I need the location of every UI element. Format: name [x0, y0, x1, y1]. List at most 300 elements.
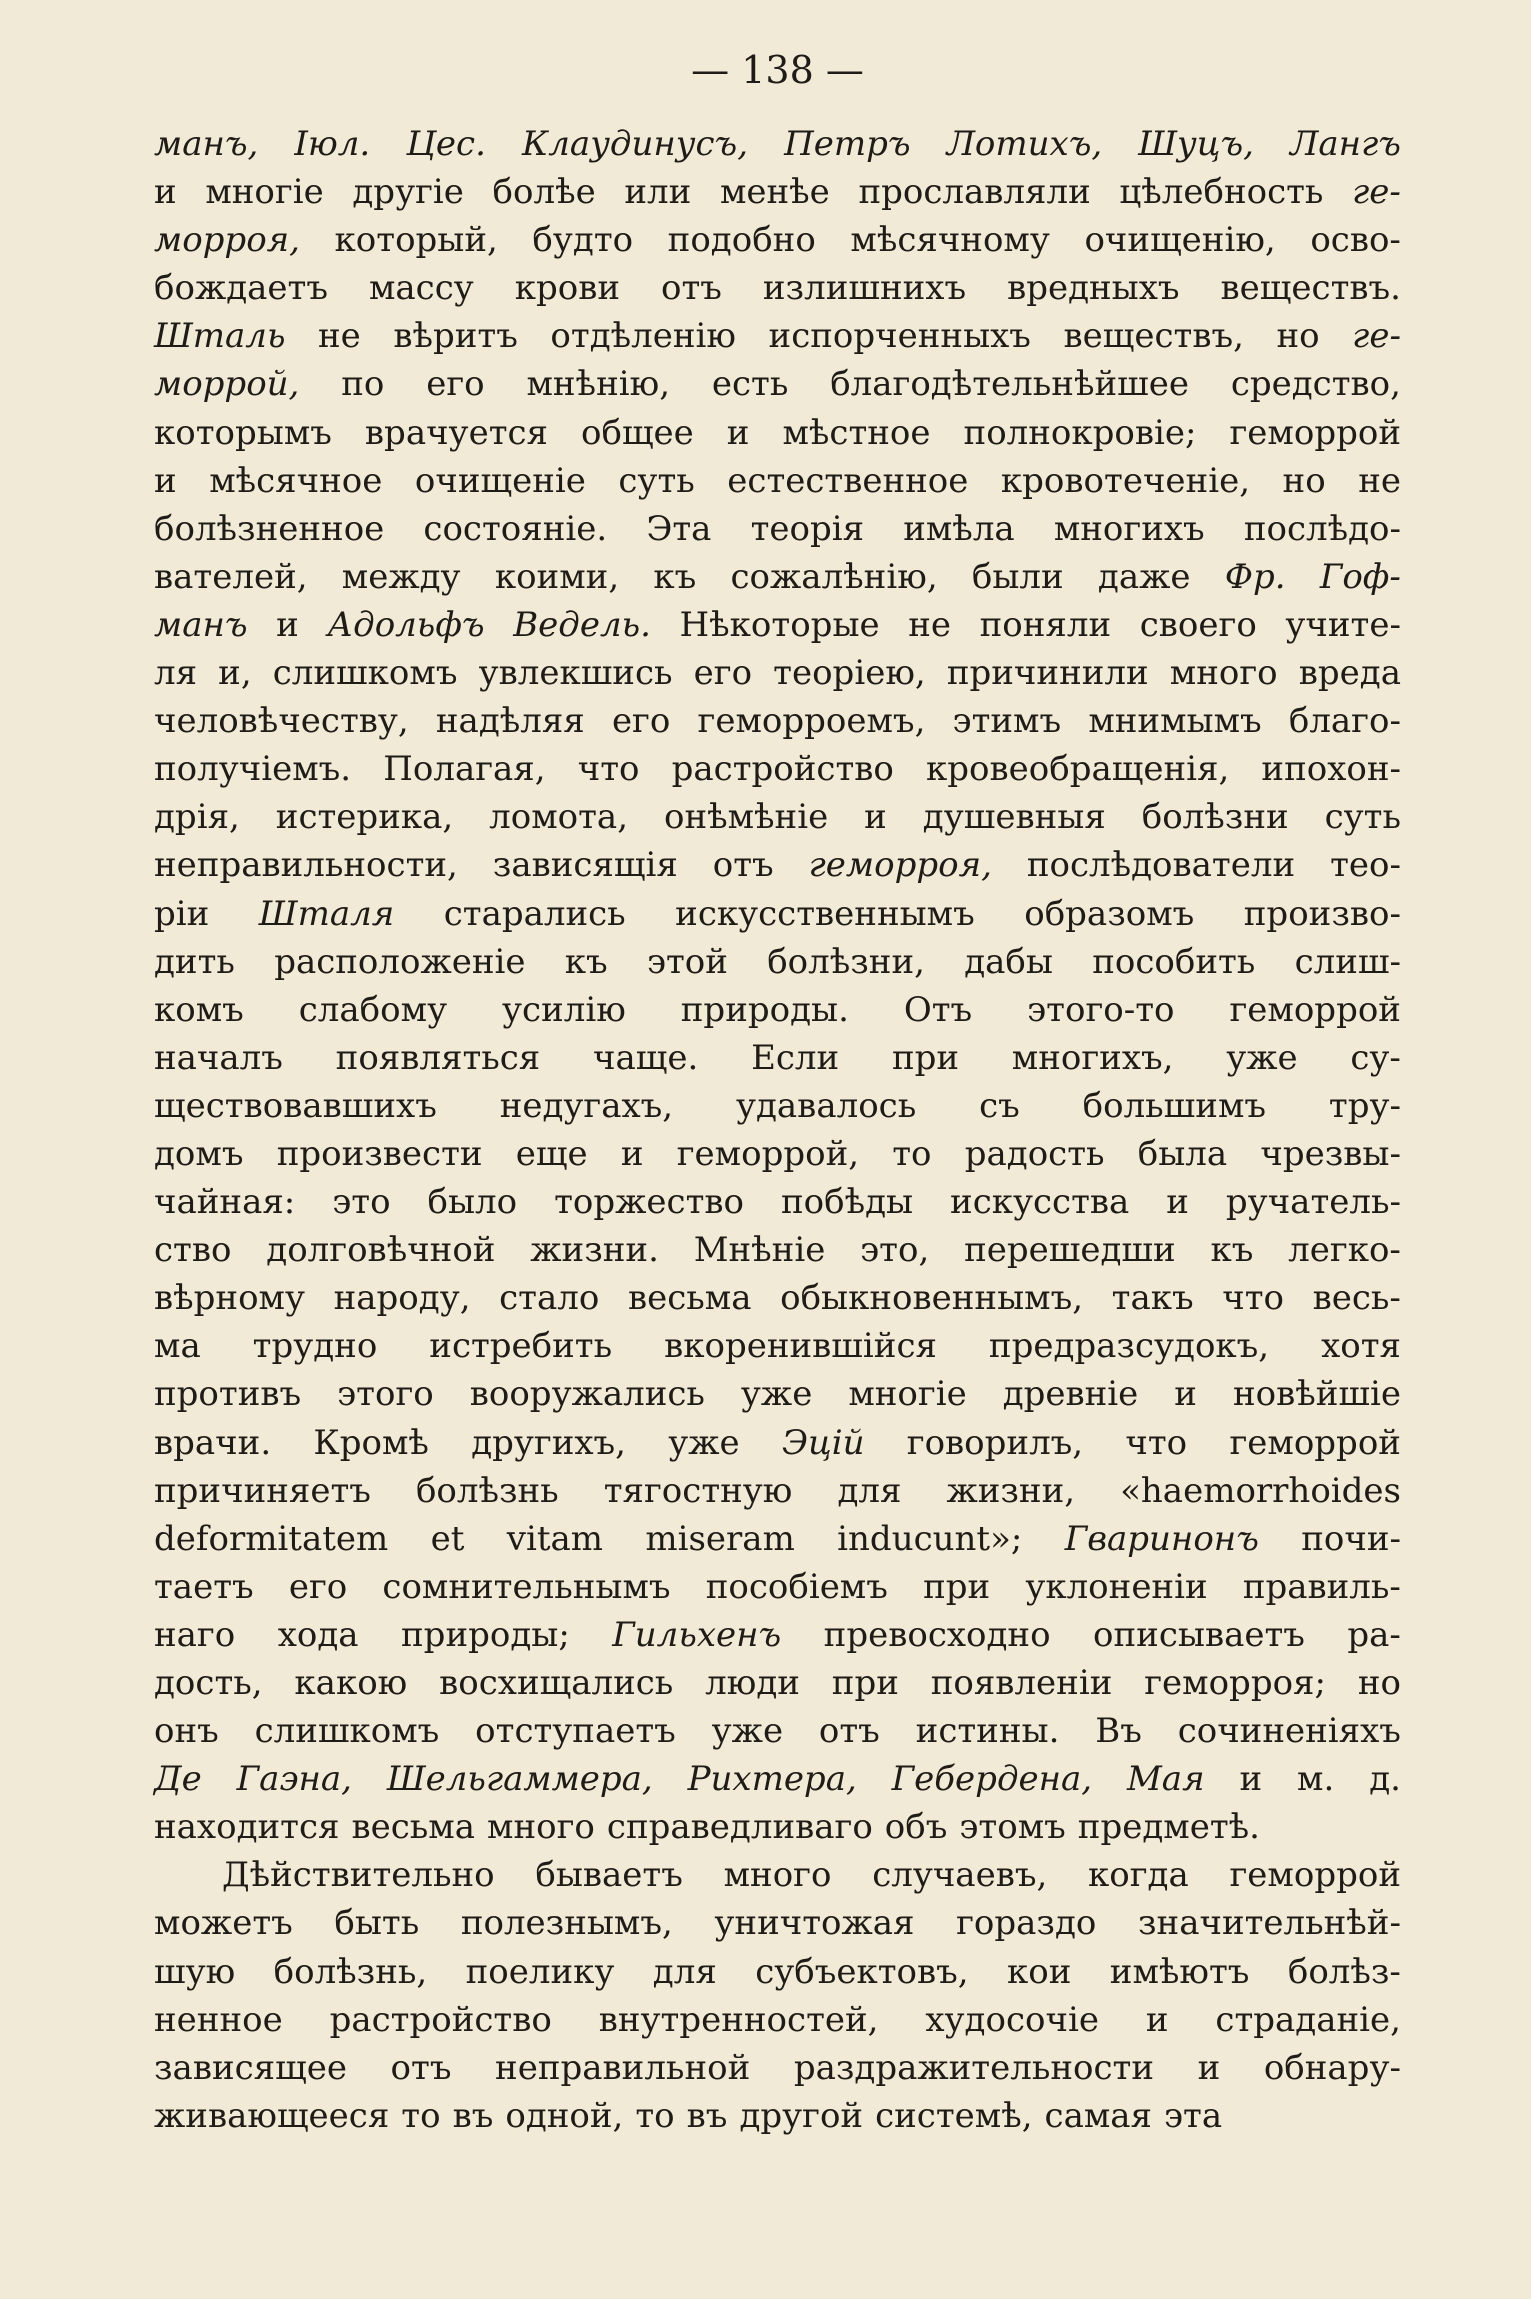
word: ра-: [1347, 1614, 1401, 1655]
word: вооружались: [469, 1374, 705, 1415]
word: отъ: [661, 268, 722, 309]
word: мнѣнію,: [526, 364, 671, 405]
word: по: [341, 364, 385, 405]
word: дить: [154, 941, 235, 982]
italic-word: Адольфъ: [327, 604, 485, 645]
word: уже: [740, 1374, 813, 1415]
word: суть: [1324, 797, 1401, 838]
word: тео-: [1330, 845, 1401, 886]
word: болѣз-: [1287, 1951, 1401, 1992]
italic-word: моррой,: [154, 364, 300, 405]
text-line: [154, 841, 1401, 889]
word: другихъ,: [471, 1422, 626, 1463]
word: ма: [154, 1326, 201, 1367]
word: много: [1169, 653, 1278, 694]
text-line: [154, 1515, 1401, 1563]
word: худосочіе: [925, 1999, 1099, 2040]
word: надѣляя: [435, 701, 585, 742]
word: геморрой: [1229, 1422, 1401, 1463]
word: поняли: [979, 604, 1112, 645]
word: но: [1357, 1663, 1401, 1703]
word: и: [154, 172, 177, 213]
word: онѣмѣніе: [663, 797, 829, 838]
word: говорилъ,: [906, 1422, 1084, 1463]
italic-word: Шельгаммера,: [386, 1759, 653, 1800]
word: уничтожая: [714, 1903, 915, 1944]
word: суть: [618, 460, 695, 501]
word: находится: [154, 1807, 340, 1848]
word: усилію: [502, 989, 626, 1030]
word: побѣды: [780, 1182, 914, 1223]
word: д.: [1369, 1759, 1401, 1800]
word: таетъ: [154, 1566, 254, 1607]
word: веществъ.: [1220, 268, 1401, 309]
word: что: [1222, 1278, 1284, 1319]
word: самая: [1044, 2095, 1153, 2136]
word: менѣе: [719, 172, 830, 213]
word: его: [426, 364, 485, 405]
word: началъ: [154, 1037, 283, 1078]
word: и: [1239, 1759, 1263, 1800]
word: обнару-: [1263, 2047, 1401, 2088]
word: еще: [515, 1133, 588, 1174]
word: въ: [452, 2095, 494, 2136]
italic-word: Цес.: [406, 124, 486, 164]
word: истерика,: [275, 797, 454, 838]
word: съ: [979, 1085, 1020, 1126]
word: природы.: [680, 989, 849, 1030]
word: этой: [646, 941, 728, 982]
text-line: [154, 1611, 1401, 1659]
text-line: [154, 1899, 1401, 1947]
word: его: [611, 701, 671, 742]
word: испорченныхъ: [768, 316, 1031, 357]
word: слишкомъ: [254, 1711, 440, 1752]
word: предметѣ.: [1077, 1807, 1260, 1848]
word: есть: [711, 364, 789, 405]
word: ручатель-: [1225, 1182, 1401, 1223]
italic-word: Фр.: [1224, 556, 1286, 597]
word: перешедши: [964, 1230, 1176, 1271]
italic-word: ге-: [1352, 316, 1401, 357]
word: истины.: [915, 1711, 1060, 1752]
word: Дѣйствительно: [222, 1855, 495, 1896]
word: крови: [514, 268, 621, 309]
word: народу,: [333, 1278, 471, 1319]
word: излишнихъ: [762, 268, 967, 309]
word: отъ: [818, 1711, 880, 1752]
word: легко-: [1288, 1230, 1401, 1271]
word: дость,: [154, 1663, 263, 1703]
word: отступаетъ: [475, 1711, 676, 1752]
word: другіе: [352, 172, 464, 213]
word: большимъ: [1082, 1085, 1267, 1126]
word: образомъ: [1024, 893, 1195, 934]
word: душевныя: [922, 797, 1106, 838]
word: стало: [499, 1278, 600, 1319]
text-line: [154, 601, 1401, 649]
word: весьма: [351, 1807, 476, 1848]
word: это: [332, 1182, 391, 1223]
word: и: [620, 1133, 644, 1174]
word: веществъ,: [1063, 316, 1244, 357]
word: что: [577, 749, 640, 790]
word: не: [908, 604, 952, 645]
italic-word: Лотихъ,: [946, 124, 1103, 164]
italic-word: Гаэна,: [236, 1759, 352, 1800]
italic-word: Ведель.: [513, 604, 651, 645]
word: слишкомъ: [272, 653, 458, 694]
word: Нѣкоторые: [679, 604, 880, 645]
word: человѣчеству,: [154, 701, 409, 742]
word: значительнѣй-: [1137, 1903, 1401, 1944]
word: ществовавшихъ: [154, 1085, 437, 1126]
word: вателей,: [154, 556, 308, 597]
word: удавалось: [735, 1085, 917, 1126]
word: цѣлебность: [1119, 172, 1324, 213]
word: Эта: [646, 508, 712, 549]
word: комъ: [154, 989, 244, 1030]
word: бождаетъ: [154, 268, 328, 309]
word: вредныхъ: [1007, 268, 1180, 309]
word: и: [864, 797, 887, 838]
word: учите-: [1285, 604, 1401, 645]
word: тру-: [1328, 1085, 1401, 1126]
word: пособить: [1092, 941, 1256, 982]
word: кровотеченіе,: [1000, 460, 1251, 501]
word: отъ: [390, 2047, 452, 2088]
word: тягостную: [603, 1470, 793, 1511]
word: что: [1125, 1422, 1188, 1463]
word: сожалѣнію,: [730, 556, 938, 597]
word: даже: [1097, 556, 1191, 597]
word: Въ: [1095, 1711, 1142, 1752]
word: мѣсячное: [209, 460, 383, 501]
word: чрезвы-: [1260, 1133, 1401, 1174]
word: уже: [1226, 1037, 1298, 1078]
word: при: [891, 1037, 960, 1078]
word: противъ: [154, 1374, 302, 1415]
word: обыкновеннымъ,: [780, 1278, 1084, 1319]
word: случаевъ,: [872, 1855, 1048, 1896]
word: зависящія: [492, 845, 678, 886]
word: наго: [154, 1614, 236, 1655]
body-text: [154, 120, 1401, 2140]
text-line: [154, 505, 1401, 553]
word: расположеніе: [274, 941, 526, 982]
word: предразсудокъ,: [988, 1326, 1270, 1367]
word: благо-: [1288, 701, 1401, 742]
word: страданіе,: [1215, 1999, 1401, 2040]
word: правиль-: [1242, 1566, 1401, 1607]
page-number: — 138 —: [691, 48, 864, 92]
word: Мнѣніе: [693, 1230, 826, 1271]
word: этомъ: [959, 1807, 1066, 1848]
italic-word: ге-: [1352, 172, 1401, 213]
word: геморрой,: [676, 1133, 860, 1174]
word: между: [341, 556, 461, 597]
word: многихъ,: [1011, 1037, 1174, 1078]
italic-word: Гильхенъ: [612, 1614, 782, 1655]
text-line: [154, 793, 1401, 841]
italic-word: Шталь: [154, 316, 286, 357]
word: вѣрному: [154, 1278, 305, 1319]
word: слабому: [298, 989, 448, 1030]
word: можетъ: [154, 1903, 293, 1944]
word: сомнительнымъ: [382, 1566, 671, 1607]
text-line: [154, 1659, 1401, 1707]
word: шую: [154, 1951, 236, 1992]
italic-word: Эцій: [781, 1422, 865, 1463]
word: врачи.: [154, 1422, 272, 1463]
word: miseram: [645, 1518, 795, 1559]
word: пособіемъ: [705, 1566, 888, 1607]
text-line: [154, 1419, 1401, 1467]
text-line: [154, 1563, 1401, 1611]
word: и: [1174, 1374, 1197, 1415]
text-line: [154, 2044, 1401, 2092]
word: его: [288, 1566, 348, 1607]
word: Полагая,: [383, 749, 546, 790]
word: су-: [1350, 1037, 1401, 1078]
word: истребить: [429, 1326, 613, 1367]
word: inducunt»;: [837, 1518, 1023, 1559]
text-line: [154, 168, 1401, 216]
italic-word: Шуцъ,: [1138, 124, 1254, 164]
text-line: [154, 1370, 1401, 1418]
word: будто: [532, 220, 634, 261]
word: то: [892, 1133, 932, 1174]
word: жизни,: [946, 1470, 1076, 1511]
word: очищеніе: [414, 460, 586, 501]
text-line: [154, 264, 1401, 312]
word: описываетъ: [1093, 1614, 1305, 1655]
word: для: [837, 1470, 902, 1511]
word: другой: [739, 2095, 864, 2136]
word: коими,: [494, 556, 620, 597]
word: общее: [581, 412, 694, 453]
word: субъектовъ,: [755, 1951, 969, 1992]
word: системѣ,: [875, 2095, 1033, 2136]
word: дабы: [964, 941, 1053, 982]
italic-word: Рихтера,: [687, 1759, 857, 1800]
italic-word: Клаудинусъ,: [521, 124, 748, 164]
text-line: [154, 1707, 1401, 1755]
text-line: [154, 1803, 1401, 1851]
word: который,: [334, 220, 498, 261]
word: ріи: [154, 893, 210, 934]
word: но: [1276, 316, 1320, 357]
word: мнимымъ: [1088, 701, 1262, 742]
word: древніе: [1002, 1374, 1139, 1415]
word: произвести: [276, 1133, 483, 1174]
italic-word: Мая: [1126, 1759, 1205, 1800]
word: кровеобращенія,: [926, 749, 1230, 790]
word: объ: [884, 1807, 948, 1848]
word: многихъ: [1053, 508, 1205, 549]
italic-word: манъ: [154, 604, 248, 645]
word: полнокровіе;: [963, 412, 1197, 453]
word: бываетъ: [535, 1855, 683, 1896]
word: искусственнымъ: [675, 893, 975, 934]
word: хотя: [1321, 1326, 1401, 1367]
word: къ: [653, 556, 697, 597]
word: растройство: [329, 1999, 552, 2040]
word: болѣзнь: [415, 1470, 559, 1511]
text-line: [154, 1996, 1401, 2044]
word: вкоренившійся: [664, 1326, 937, 1367]
word: и,: [218, 653, 252, 694]
word: Кромѣ: [313, 1422, 429, 1463]
word: deformitatem: [154, 1518, 389, 1559]
text-line: [154, 1130, 1401, 1178]
word: увлекшись: [478, 653, 673, 694]
word: мѣсячному: [850, 220, 1050, 261]
italic-word: Гваринонъ: [1064, 1518, 1259, 1559]
word: отъ: [712, 845, 774, 886]
word: прославляли: [858, 172, 1091, 213]
word: то: [635, 2095, 675, 2136]
word: внутренностей,: [598, 1999, 879, 2040]
word: быть: [334, 1903, 420, 1944]
word: геморроемъ,: [697, 701, 926, 742]
word: дрія,: [154, 797, 240, 838]
text-line: [154, 120, 1401, 168]
word: болѣзненное: [154, 508, 385, 549]
text-line: [154, 1467, 1401, 1515]
word: радость: [964, 1133, 1105, 1174]
word: появленіи: [930, 1663, 1113, 1703]
word: уже: [711, 1711, 784, 1752]
word: и: [1197, 2047, 1221, 2088]
word: уклоненіи: [1025, 1566, 1208, 1607]
word: весьма: [627, 1278, 752, 1319]
word: почи-: [1301, 1518, 1401, 1559]
text-line: [154, 649, 1401, 697]
text-line: [154, 1226, 1401, 1274]
word: при: [923, 1566, 991, 1607]
italic-word: Гебердена,: [891, 1759, 1093, 1800]
text-line: [154, 216, 1401, 264]
word: хода: [277, 1614, 359, 1655]
word: геморроя;: [1144, 1663, 1326, 1703]
word: раздражительности: [793, 2047, 1154, 2088]
word: геморрой: [1229, 412, 1401, 453]
word: новѣйшіе: [1232, 1374, 1401, 1415]
word: Если: [751, 1037, 840, 1078]
italic-word: Шталя: [258, 893, 395, 934]
word: вѣритъ: [393, 316, 518, 357]
word: не: [318, 316, 361, 357]
word: Отъ: [903, 989, 973, 1030]
word: домъ: [154, 1133, 244, 1174]
word: причинили: [946, 653, 1149, 694]
word: получіемъ.: [154, 749, 352, 790]
word: слиш-: [1294, 941, 1401, 982]
text-line: [154, 890, 1401, 938]
italic-word: Де: [154, 1759, 202, 1800]
word: состояніе.: [423, 508, 608, 549]
word: искусства: [950, 1182, 1130, 1223]
word: болѣзни,: [767, 941, 925, 982]
word: естественное: [727, 460, 969, 501]
word: долговѣчной: [266, 1230, 496, 1271]
word: это,: [860, 1230, 930, 1271]
word: очищенію,: [1084, 220, 1276, 261]
text-line: [154, 457, 1401, 505]
italic-word: Гоф-: [1319, 556, 1401, 597]
word: появляться: [335, 1037, 541, 1078]
word: болѣзни: [1141, 797, 1289, 838]
word: къ: [1210, 1230, 1254, 1271]
word: мѣстное: [782, 412, 931, 453]
text-line: [154, 986, 1401, 1034]
word: люди: [705, 1663, 800, 1703]
word: болѣе: [492, 172, 596, 213]
word: недугахъ,: [499, 1085, 674, 1126]
text-line: [154, 1274, 1401, 1322]
word: такъ: [1111, 1278, 1194, 1319]
word: торжество: [554, 1182, 744, 1223]
word: благодѣтельнѣйшее: [830, 364, 1189, 405]
word: осво-: [1310, 220, 1401, 261]
word: много: [723, 1855, 832, 1896]
word: et: [430, 1518, 465, 1559]
word: природы;: [401, 1614, 570, 1655]
word: одной,: [505, 2095, 624, 2136]
word: весь-: [1312, 1278, 1401, 1319]
word: эта: [1164, 2095, 1223, 2136]
text-line: [154, 1851, 1401, 1899]
word: но: [1282, 460, 1326, 501]
word: многіе: [848, 1374, 967, 1415]
italic-word: морроя,: [154, 220, 300, 261]
word: и: [726, 412, 750, 453]
word: живающееся: [154, 2095, 390, 2136]
text-line: [154, 312, 1401, 360]
word: и: [154, 460, 177, 501]
text-line: [154, 697, 1401, 745]
word: и: [276, 604, 299, 645]
word: неправильности,: [154, 845, 458, 886]
word: произво-: [1243, 893, 1401, 934]
word: средство,: [1230, 364, 1401, 405]
word: м.: [1297, 1759, 1335, 1800]
word: при: [831, 1663, 899, 1703]
word: неправильной: [495, 2047, 751, 2088]
word: или: [624, 172, 692, 213]
word: ненное: [154, 1999, 283, 2040]
text-line: [154, 409, 1401, 457]
italic-word: манъ,: [154, 124, 259, 164]
word: болѣзнь,: [273, 1951, 428, 1992]
word: этого: [337, 1374, 434, 1415]
text-line: [154, 745, 1401, 793]
word: теоріею,: [773, 653, 926, 694]
word: послѣдователи: [1026, 845, 1296, 886]
text-line: [154, 1322, 1401, 1370]
word: и: [1166, 1182, 1189, 1223]
word: зависящее: [154, 2047, 347, 2088]
word: были: [971, 556, 1064, 597]
word: гораздо: [956, 1903, 1097, 1944]
italic-word: Іюл.: [294, 124, 371, 164]
text-line: [154, 938, 1401, 986]
word: геморрой: [1229, 1855, 1401, 1896]
word: чаще.: [593, 1037, 699, 1078]
text-line: [154, 360, 1401, 408]
word: чайная:: [154, 1182, 296, 1223]
